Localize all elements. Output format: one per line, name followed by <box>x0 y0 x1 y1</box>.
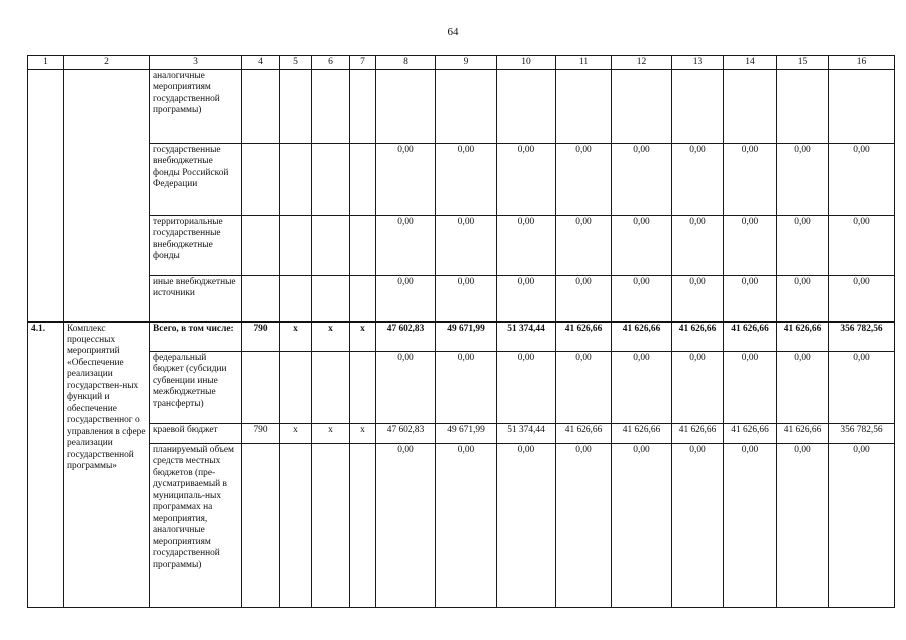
funding-source-label: Всего, в том числе: <box>150 322 242 352</box>
table-row <box>28 144 895 216</box>
value-cell: 0,00 <box>556 276 612 322</box>
value-cell: 0,00 <box>497 276 556 322</box>
value-cell: 0,00 <box>497 144 556 216</box>
item-name-cell <box>64 70 150 322</box>
value-cell: 0,00 <box>556 144 612 216</box>
value-cell: 0,00 <box>724 144 777 216</box>
column-header: 5 <box>280 56 312 70</box>
column-header: 8 <box>376 56 436 70</box>
item-name: Комплекс процессных мероприятий «Обеспечение реализации государствен-ных функций и обеспечение государственног о управления в сфере реализации государственной программы» <box>64 322 150 608</box>
value-cell: 356 782,56 <box>829 322 895 352</box>
value-cell: 0,00 <box>556 216 612 276</box>
column-number-row <box>28 56 895 70</box>
funding-source-label: государственные внебюджетные фонды Российской Федерации <box>150 144 242 216</box>
table-row <box>28 444 895 608</box>
value-cell: 0,00 <box>777 352 829 424</box>
column-header: 12 <box>612 56 672 70</box>
value-cell: 47 602,83 <box>376 322 436 352</box>
mark-cell: x <box>280 322 312 352</box>
value-cell: 51 374,44 <box>497 322 556 352</box>
funding-source-label: аналогичные мероприятиям государственной программы) <box>150 70 242 144</box>
mark-cell: x <box>350 322 376 352</box>
table-row <box>28 276 895 322</box>
value-cell: 47 602,83 <box>376 424 436 444</box>
value-cell: 0,00 <box>724 352 777 424</box>
column-header: 6 <box>312 56 350 70</box>
value-cell: 49 671,99 <box>436 322 497 352</box>
value-cell: 0,00 <box>672 444 724 608</box>
value-cell: 51 374,44 <box>497 424 556 444</box>
table-row <box>28 322 895 352</box>
value-cell: 0,00 <box>612 216 672 276</box>
column-header: 3 <box>150 56 242 70</box>
funding-source-label: федеральный бюджет (субсидии субвенции иные межбюджетные трансферты) <box>150 352 242 424</box>
value-cell: 41 626,66 <box>612 424 672 444</box>
mark-cell: x <box>312 424 350 444</box>
value-cell: 0,00 <box>376 352 436 424</box>
code-cell: 790 <box>242 322 280 352</box>
value-cell: 0,00 <box>376 144 436 216</box>
value-cell: 0,00 <box>497 352 556 424</box>
value-cell: 41 626,66 <box>777 322 829 352</box>
column-header: 9 <box>436 56 497 70</box>
value-cell: 0,00 <box>612 444 672 608</box>
value-cell: 0,00 <box>777 216 829 276</box>
column-header: 2 <box>64 56 150 70</box>
funding-source-label: иные внебюджетные источники <box>150 276 242 322</box>
value-cell: 0,00 <box>376 216 436 276</box>
column-header: 16 <box>829 56 895 70</box>
value-cell: 0,00 <box>376 276 436 322</box>
value-cell: 0,00 <box>672 352 724 424</box>
column-header: 11 <box>556 56 612 70</box>
funding-source-label: планируемый объем средств местных бюджетов (пре-дусматриваемый в муниципаль-ных программах на мероприятия, аналогичные мероприятиям государственной программы) <box>150 444 242 608</box>
value-cell: 0,00 <box>612 276 672 322</box>
value-cell: 41 626,66 <box>777 424 829 444</box>
funding-source-label: краевой бюджет <box>150 424 242 444</box>
value-cell: 0,00 <box>436 276 497 322</box>
value-cell: 0,00 <box>829 144 895 216</box>
value-cell: 0,00 <box>556 352 612 424</box>
value-cell: 0,00 <box>724 216 777 276</box>
budget-table <box>27 55 895 608</box>
value-cell: 41 626,66 <box>672 322 724 352</box>
column-header: 15 <box>777 56 829 70</box>
value-cell: 0,00 <box>556 444 612 608</box>
value-cell: 0,00 <box>436 444 497 608</box>
value-cell: 356 782,56 <box>829 424 895 444</box>
column-header: 7 <box>350 56 376 70</box>
column-header: 10 <box>497 56 556 70</box>
mark-cell: x <box>312 322 350 352</box>
column-header: 1 <box>28 56 64 70</box>
value-cell: 0,00 <box>436 352 497 424</box>
value-cell: 0,00 <box>724 444 777 608</box>
value-cell: 0,00 <box>497 444 556 608</box>
value-cell: 41 626,66 <box>724 322 777 352</box>
value-cell: 41 626,66 <box>556 424 612 444</box>
item-number: 4.1. <box>28 322 64 608</box>
mark-cell: x <box>350 424 376 444</box>
value-cell: 0,00 <box>436 144 497 216</box>
value-cell: 0,00 <box>829 352 895 424</box>
value-cell: 0,00 <box>829 444 895 608</box>
value-cell: 0,00 <box>436 216 497 276</box>
value-cell: 0,00 <box>376 444 436 608</box>
mark-cell: x <box>280 424 312 444</box>
value-cell: 0,00 <box>777 444 829 608</box>
item-number-cell <box>28 70 64 322</box>
value-cell: 0,00 <box>777 144 829 216</box>
table-row <box>28 424 895 444</box>
value-cell: 41 626,66 <box>672 424 724 444</box>
value-cell: 0,00 <box>612 144 672 216</box>
column-header: 13 <box>672 56 724 70</box>
table-row <box>28 352 895 424</box>
column-header: 4 <box>242 56 280 70</box>
value-cell: 0,00 <box>724 276 777 322</box>
value-cell: 0,00 <box>829 216 895 276</box>
value-cell: 41 626,66 <box>724 424 777 444</box>
value-cell: 0,00 <box>777 276 829 322</box>
value-cell: 0,00 <box>672 216 724 276</box>
value-cell: 41 626,66 <box>612 322 672 352</box>
value-cell: 49 671,99 <box>436 424 497 444</box>
code-cell: 790 <box>242 424 280 444</box>
page-number: 64 <box>447 26 459 38</box>
value-cell: 0,00 <box>672 144 724 216</box>
value-cell: 41 626,66 <box>556 322 612 352</box>
column-header: 14 <box>724 56 777 70</box>
value-cell: 0,00 <box>612 352 672 424</box>
value-cell: 0,00 <box>497 216 556 276</box>
value-cell: 0,00 <box>829 276 895 322</box>
table-row <box>28 216 895 276</box>
value-cell: 0,00 <box>672 276 724 322</box>
table-row <box>28 70 895 144</box>
funding-source-label: территориальные государственные внебюджетные фонды <box>150 216 242 276</box>
